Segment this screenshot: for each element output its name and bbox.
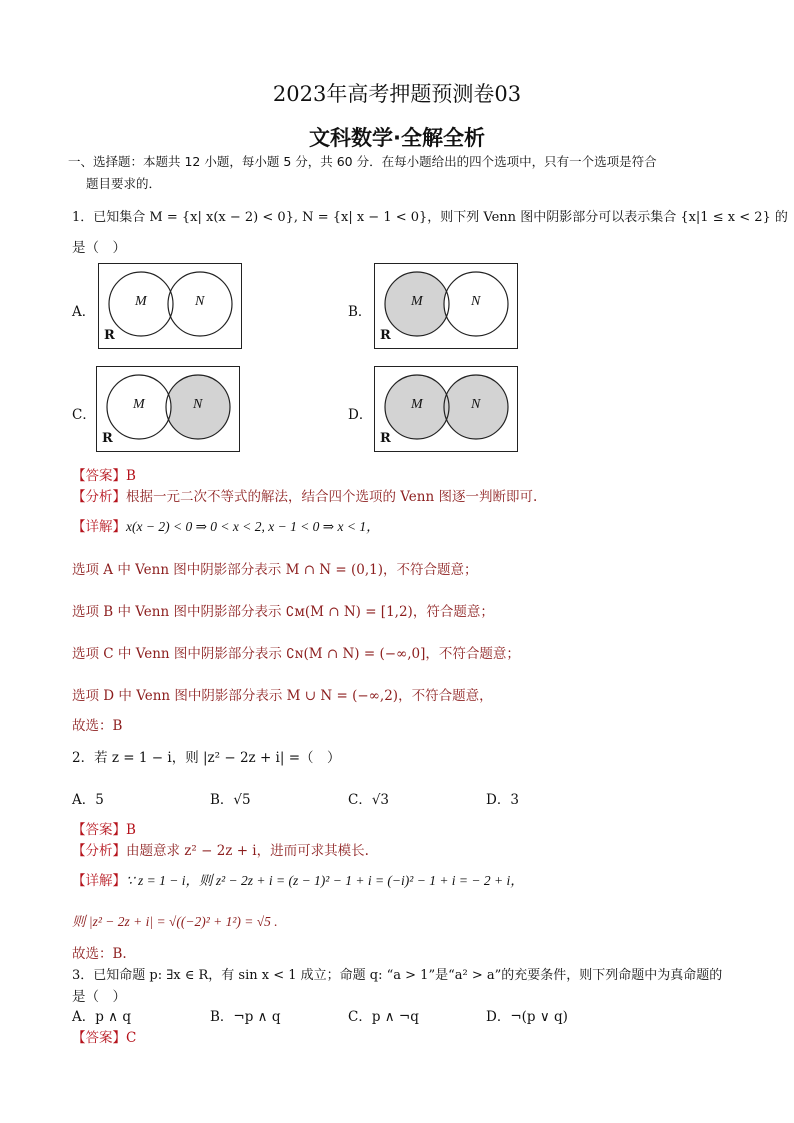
q3-option-c: C．p ∧ ¬q [348,1009,419,1025]
page-title: 2023年高考押题预测卷03 [272,82,522,106]
page-subtitle: 文科数学·全解全析 [309,126,485,150]
q1-option-a-label: A． [72,304,96,320]
q3-option-d: D．¬(p ∨ q) [486,1009,568,1025]
venn-d-universe: R [380,431,391,446]
answer-value: B [126,822,136,838]
venn-b-set-m: M [411,294,423,309]
q1-option-c-label: C． [72,407,96,423]
q2-option-c: C．√3 [348,792,390,808]
venn-c-universe: R [102,431,113,446]
q1-answer [72,464,136,484]
q1-line-a: 选项 A 中 Venn 图中阴影部分表示 M ∩ N = (0,1)，不符合题意； [72,562,478,578]
q3-option-a: A．p ∧ q [72,1009,131,1025]
detail-text: ∵ z = 1 − i，则 z² − 2z + i = (z − 1)² − 1 + i = (−i)² − 1 + i = − 2 + i， [126,873,524,888]
q1-conclusion: 故选：B [72,718,123,734]
answer-tag: 【答案】 [72,822,126,838]
answer-tag: 【答案】 [72,468,126,484]
venn-b-universe: R [380,328,391,343]
venn-c-set-n: N [193,397,203,412]
analysis-text: 由题意求 z² − 2z + i，进而可求其模长. [126,843,369,859]
venn-a-set-n: N [195,294,205,309]
detail-text: x(x − 2) < 0 ⇒ 0 < x < 2, x − 1 < 0 ⇒ x < 1， [126,519,380,534]
q1-stem-cont: 是（ ） [72,240,126,256]
q2-analysis [72,839,369,859]
q2-option-b: B．√5 [210,792,251,808]
q1-detail [72,515,380,535]
q2-option-d: D．3 [486,792,519,808]
q3-answer [72,1026,136,1046]
q2-option-a: A．5 [72,792,104,808]
section-heading: 一、选择题：本题共 12 小题，每小题 5 分，共 60 分．在每小题给出的四个选项中，只有一个选项是符合 [68,154,657,169]
venn-diagram-b [374,263,518,349]
venn-d-set-m: M [411,397,423,412]
q3-stem-cont: 是（ ） [72,989,126,1005]
q3-option-b: B．¬p ∧ q [210,1009,281,1025]
venn-diagram-c [96,366,240,452]
analysis-text: 根据一元二次不等式的解法，结合四个选项的 Venn 图逐一判断即可. [126,489,538,505]
venn-a-universe: R [104,328,115,343]
q2-stem: 2．若 z = 1 − i，则 |z² − 2z + i| =（ ） [72,750,341,766]
q2-answer [72,818,136,838]
q1-option-d-label: D． [348,407,373,423]
q1-line-d: 选项 D 中 Venn 图中阴影部分表示 M ∪ N = (−∞,2)，不符合题意， [72,688,493,704]
q3-stem: 3．已知命题 p: ∃x ∈ R，有 sin x < 1 成立；命题 q: “a > 1”是“a² > a”的充要条件，则下列命题中为真命题的 [72,968,723,983]
venn-c-set-m: M [133,397,145,412]
q2-detail [72,869,524,889]
venn-a-set-m: M [135,294,147,309]
q1-line-b: 选项 B 中 Venn 图中阴影部分表示 ∁ᴍ(M ∩ N) = [1,2)，符合题意； [72,604,494,620]
answer-value: C [126,1030,137,1046]
q1-option-b-label: B． [348,304,372,320]
venn-diagram-a [98,263,242,349]
section-heading-cont: 题目要求的． [86,176,162,191]
analysis-tag: 【分析】 [72,843,126,859]
analysis-tag: 【分析】 [72,489,126,505]
detail-tag: 【详解】 [72,519,126,535]
q1-stem: 1．已知集合 M = {x| x(x − 2) < 0}, N = {x| x − 1 < 0}，则下列 Venn 图中阴影部分可以表示集合 {x|1 ≤ x < 2} 的 [72,210,788,225]
venn-d-set-n: N [471,397,481,412]
detail-tag: 【详解】 [72,873,126,889]
venn-b-set-n: N [471,294,481,309]
q1-line-c: 选项 C 中 Venn 图中阴影部分表示 ∁ɴ(M ∩ N) = (−∞,0]，不符合题意； [72,646,520,662]
venn-diagram-d [374,366,518,452]
q1-analysis [72,485,537,505]
answer-tag: 【答案】 [72,1030,126,1046]
q2-detail-cont: 则 |z² − 2z + i| = √((−2)² + 1²) = √5 . [72,914,278,929]
answer-value: B [126,468,136,484]
q2-conclusion: 故选：B. [72,946,127,962]
